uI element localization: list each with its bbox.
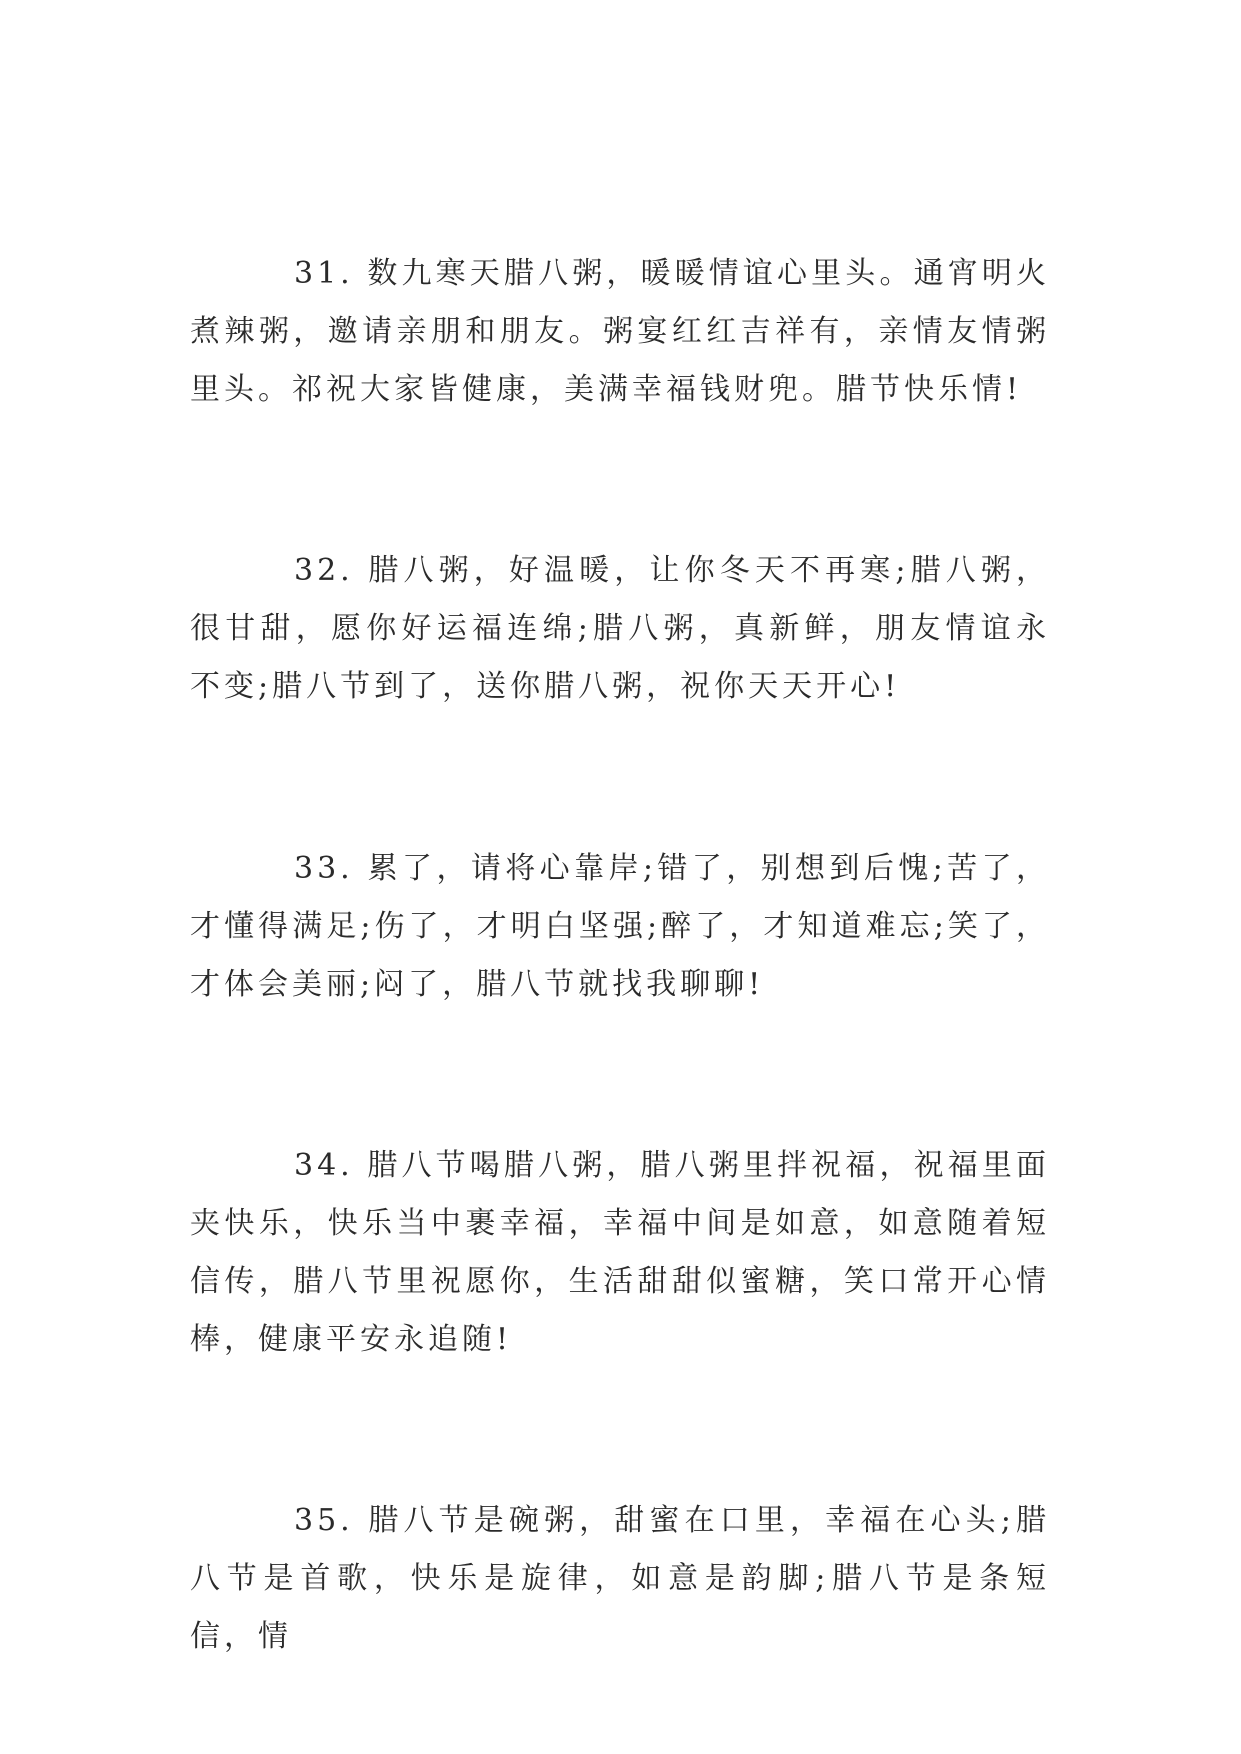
paragraph-31: 31. 数九寒天腊八粥，暖暖情谊心里头。通宵明火煮辣粥，邀请亲朋和朋友。粥宴红红吉祥有，亲情友情粥里头。祁祝大家皆健康，美满幸福钱财兜。腊节快乐情! — [190, 256, 1050, 407]
paragraph-32: 32. 腊八粥，好温暖，让你冬天不再寒;腊八粥，很甘甜，愿你好运福连绵;腊八粥，真新鲜，朋友情谊永不变;腊八节到了，送你腊八粥，祝你天天开心! — [190, 553, 1050, 704]
paragraph-34: 34. 腊八节喝腊八粥，腊八粥里拌祝福，祝福里面夹快乐，快乐当中裹幸福，幸福中间是如意，如意随着短信传，腊八节里祝愿你，生活甜甜似蜜糖，笑口常开心情棒，健康平安永追随! — [190, 1148, 1050, 1357]
paragraph-33: 33. 累了，请将心靠岸;错了，别想到后愧;苦了，才懂得满足;伤了，才明白坚强;醉了，才知道难忘;笑了，才体会美丽;闷了，腊八节就找我聊聊! — [190, 851, 1050, 1002]
paragraph-35: 35. 腊八节是碗粥，甜蜜在口里，幸福在心头;腊八节是首歌，快乐是旋律，如意是韵脚;腊八节是条短信，情 — [190, 1503, 1050, 1654]
